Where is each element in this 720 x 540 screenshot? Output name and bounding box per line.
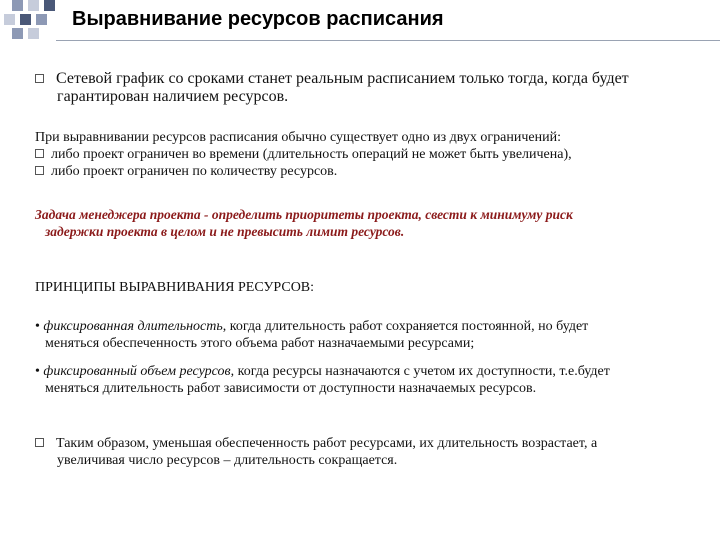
corner-squares-decoration [0,0,60,50]
page-title: Выравнивание ресурсов расписания [72,8,444,30]
task-line-2: задержки проекта в целом и не превысить лимит ресурсов. [45,224,405,239]
principle-line [35,318,710,335]
principle-term: фиксированный объем ресурсов [43,364,231,379]
task-line-1: Задача менеджера проекта - определить приоритеты проекта, свести к минимуму риск [35,207,573,222]
bullet-dot-icon: • [35,364,40,379]
principle-item [35,363,710,397]
square-bullet-icon [35,74,44,83]
principle-line-2: меняться обеспеченность этого объема работ назначаемыми ресурсами; [45,336,475,351]
conclusion-paragraph [35,435,710,469]
manager-task-paragraph [35,206,710,240]
title-divider [56,40,720,41]
corner-square [44,0,55,11]
corner-square [28,0,39,11]
principle-line-2: меняться длительность работ зависимости от доступности назначаемых ресурсов. [45,381,537,396]
square-bullet-icon [35,166,44,175]
intro-paragraph [35,70,710,106]
principle-term: фиксированная длительность [43,319,223,334]
square-bullet-icon [35,149,44,158]
constraints-block [35,129,710,180]
constraint-item-text: либо проект ограничен во времени (длительность операций не может быть увеличена), [51,147,572,162]
bullet-dot-icon: • [35,319,40,334]
intro-line-2: гарантирован наличием ресурсов. [57,88,289,105]
intro-line [35,70,710,88]
conclusion-line [35,435,710,452]
constraints-lead: При выравнивании ресурсов расписания обычно существует одно из двух ограничений: [35,130,561,145]
intro-line-1: Сетевой график со сроками станет реальным расписанием только тогда, когда будет [56,70,629,87]
principle-line [35,363,710,380]
corner-square [12,0,23,11]
corner-square [36,14,47,25]
corner-square [28,28,39,39]
constraint-item [35,146,710,163]
constraint-item [35,163,710,180]
principle-rest: , когда длительность работ сохраняется постоянной, но будет [222,319,589,334]
constraint-item-text: либо проект ограничен по количеству ресурсов. [51,164,338,179]
square-bullet-icon [35,438,44,447]
corner-square [12,28,23,39]
conclusion-line-1: Таким образом, уменьшая обеспеченность работ ресурсами, их длительность возрастает, а [56,436,598,451]
principle-rest: , когда ресурсы назначаются с учетом их доступности, т.е.будет [230,364,610,379]
corner-square [20,14,31,25]
corner-square [4,14,15,25]
principle-item [35,318,710,352]
principles-heading-text: ПРИНЦИПЫ ВЫРАВНИВАНИЯ РЕСУРСОВ: [35,280,315,295]
conclusion-line-2: увеличивая число ресурсов – длительность сокращается. [57,453,398,468]
principles-heading [35,279,710,296]
